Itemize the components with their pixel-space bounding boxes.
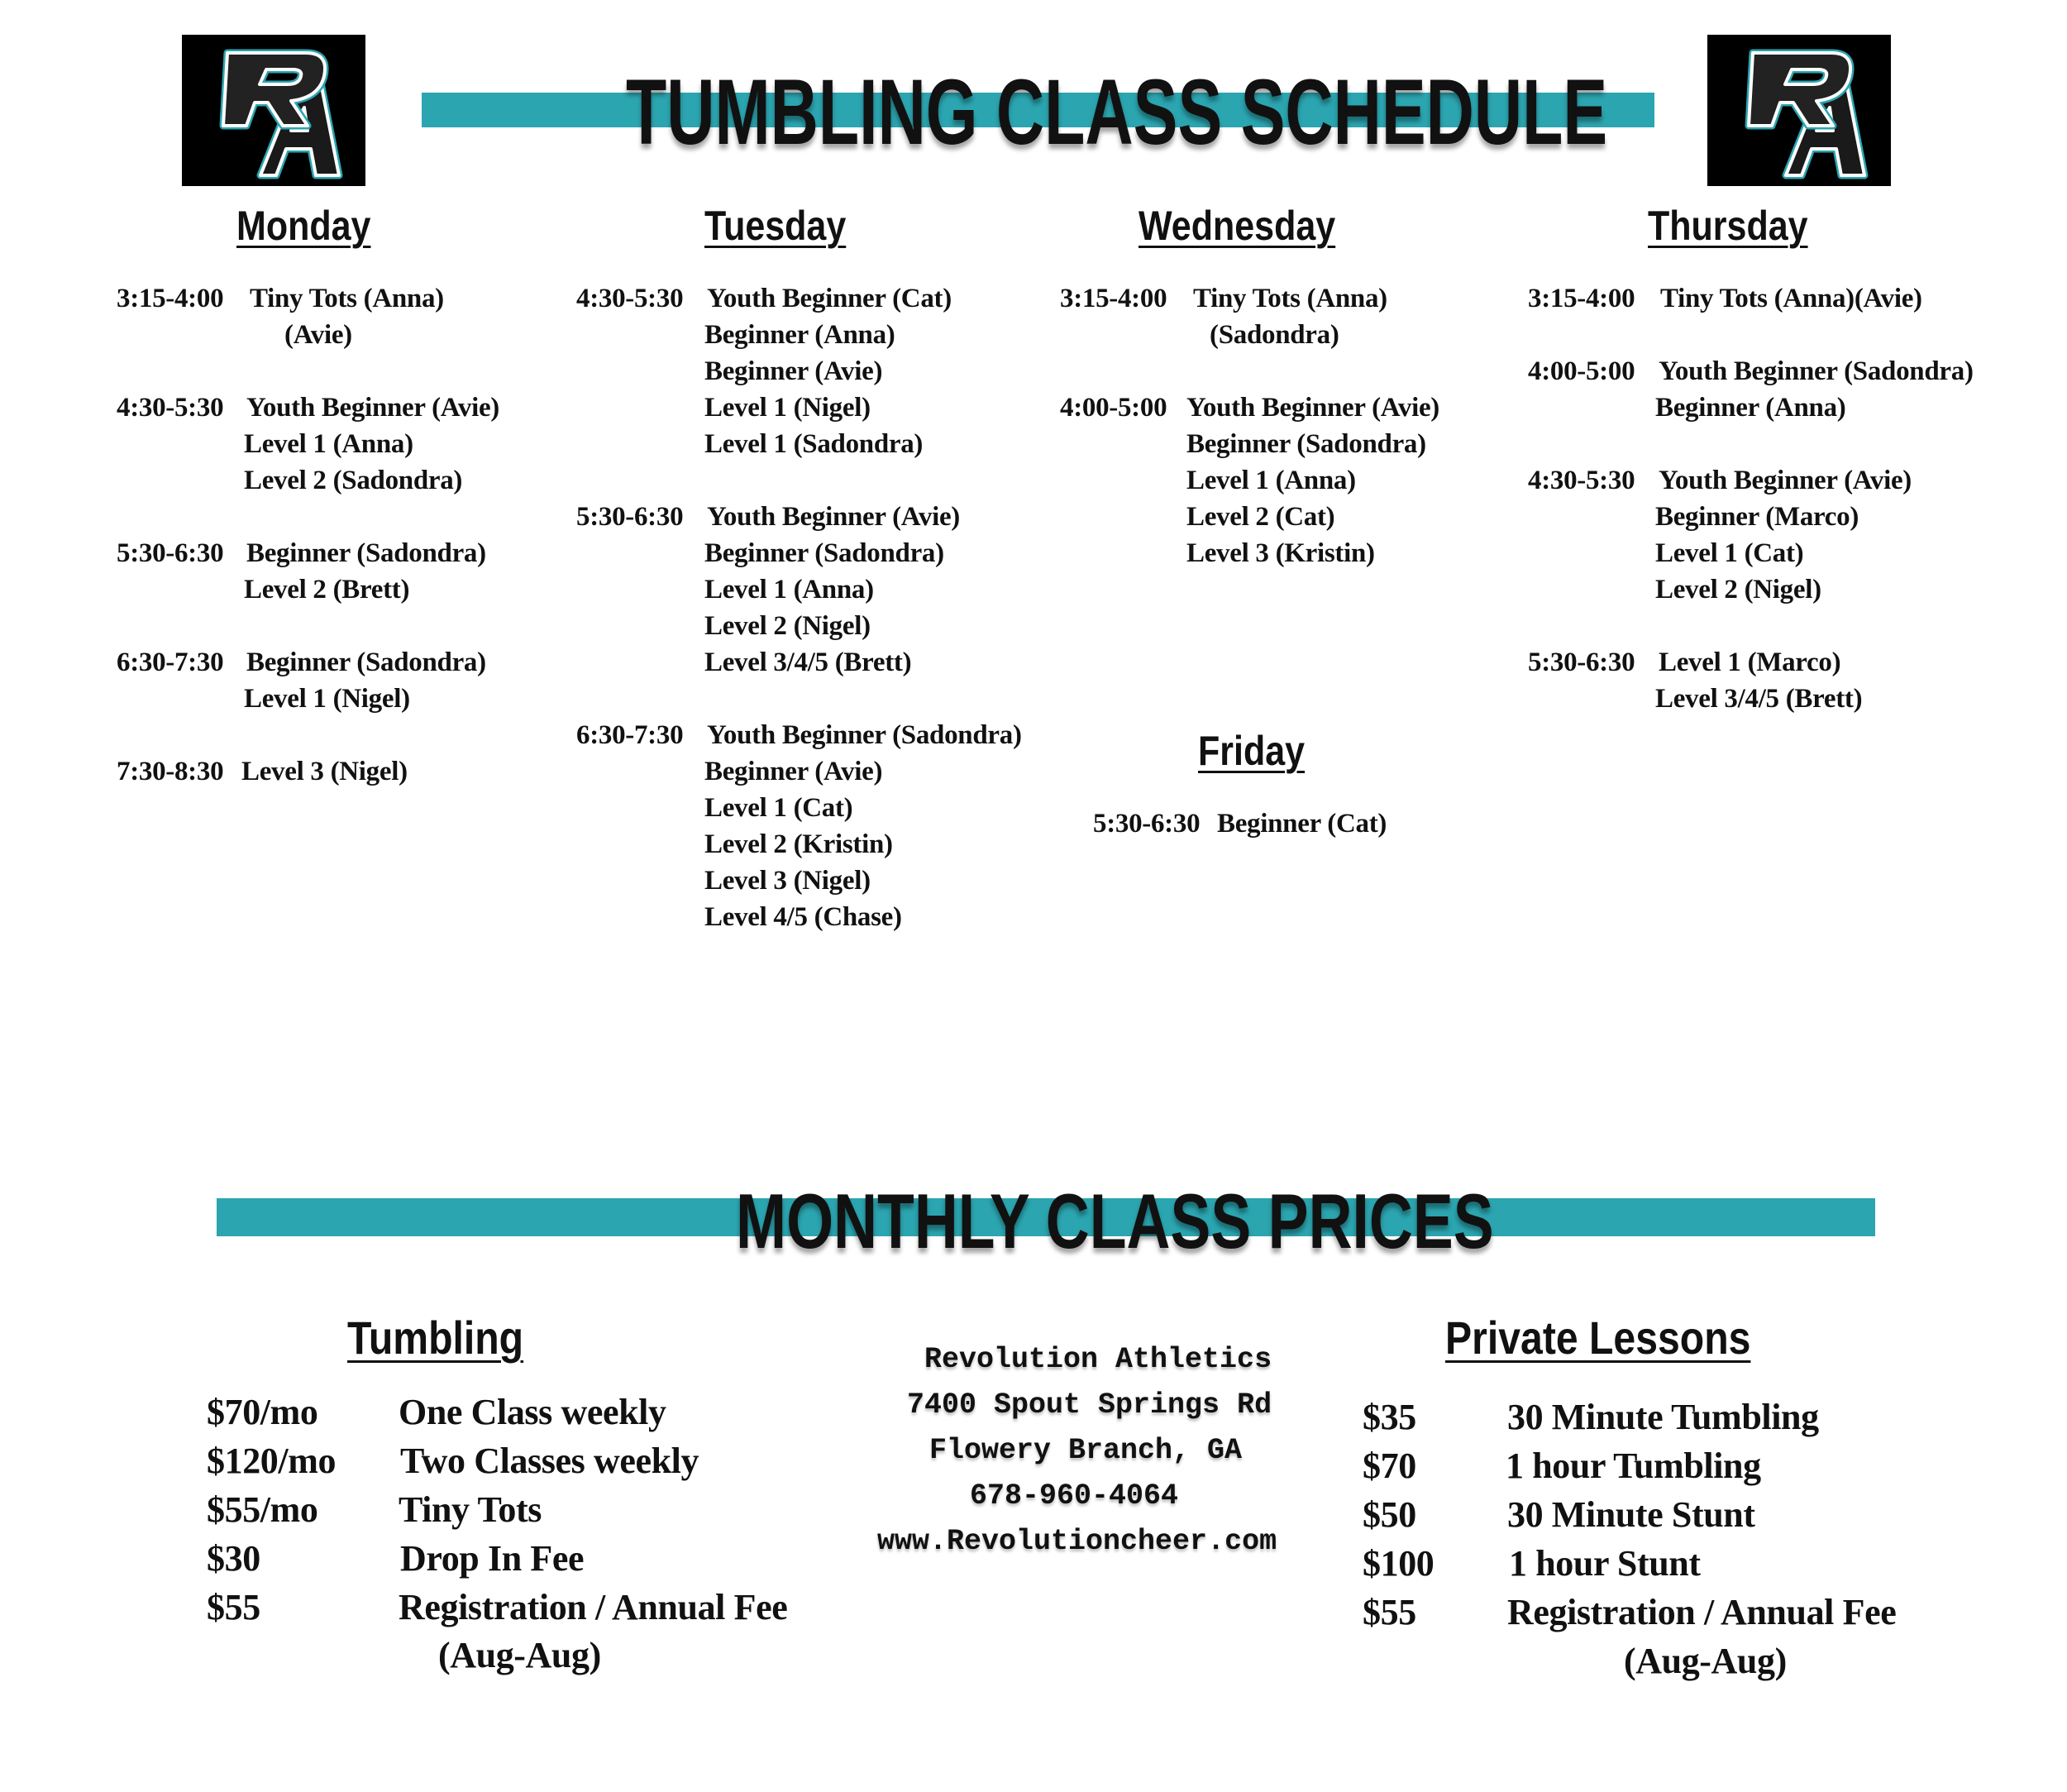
class-entry: Level 2 (Nigel) — [1655, 575, 1821, 605]
price-desc: 1 hour Stunt — [1509, 1543, 1701, 1584]
price-desc: 1 hour Tumbling — [1506, 1446, 1761, 1486]
price-note: (Aug-Aug) — [1624, 1641, 1787, 1681]
class-entry: Beginner (Cat) — [1217, 809, 1387, 839]
class-entry: Youth Beginner (Avie) — [707, 502, 960, 532]
class-entry: (Sadondra) — [1210, 320, 1339, 350]
class-entry: Beginner (Avie) — [704, 757, 883, 786]
class-entry: Level 1 (Anna) — [704, 575, 874, 605]
time-slot: 5:30-6:30 — [1093, 809, 1201, 839]
price-desc: One Class weekly — [399, 1392, 666, 1432]
class-entry: Level 3 (Kristin) — [1186, 538, 1375, 568]
class-entry: Level 1 (Cat) — [1655, 538, 1804, 568]
time-slot: 3:15-4:00 — [1528, 284, 1635, 313]
time-slot: 7:30-8:30 — [117, 757, 224, 786]
price: $55 — [207, 1587, 260, 1627]
day-heading-monday: Monday — [236, 203, 371, 249]
contact-website: www.Revolutioncheer.com — [877, 1525, 1277, 1558]
class-entry: Level 2 (Nigel) — [704, 611, 871, 641]
class-entry: Level 3/4/5 (Brett) — [704, 648, 912, 677]
time-slot: 4:30-5:30 — [117, 393, 224, 423]
time-slot: 4:00-5:00 — [1528, 356, 1635, 386]
class-entry: Beginner (Avie) — [704, 356, 883, 386]
time-slot: 5:30-6:30 — [1528, 648, 1635, 677]
price-desc: 30 Minute Stunt — [1507, 1494, 1755, 1535]
class-entry: Beginner (Marco) — [1655, 502, 1859, 532]
class-entry: Level 1 (Nigel) — [244, 684, 410, 714]
price: $70/mo — [207, 1392, 318, 1432]
class-entry: Beginner (Anna) — [1655, 393, 1846, 423]
price: $55 — [1363, 1592, 1416, 1632]
class-entry: Level 2 (Sadondra) — [244, 466, 463, 495]
class-entry: (Avie) — [284, 320, 352, 350]
class-entry: Youth Beginner (Sadondra) — [707, 720, 1022, 750]
price-note: (Aug-Aug) — [438, 1635, 601, 1675]
class-entry: Level 2 (Brett) — [244, 575, 410, 605]
class-entry: Beginner (Sadondra) — [1186, 429, 1426, 459]
time-slot: 4:30-5:30 — [576, 284, 684, 313]
class-entry: Level 2 (Cat) — [1186, 502, 1335, 532]
ra-logo-icon — [182, 35, 365, 186]
class-entry: Level 4/5 (Chase) — [704, 902, 902, 932]
class-entry: Level 1 (Nigel) — [704, 393, 871, 423]
time-slot: 4:30-5:30 — [1528, 466, 1635, 495]
class-entry: Beginner (Anna) — [704, 320, 895, 350]
class-entry: Tiny Tots (Anna) — [250, 284, 444, 313]
class-entry: Youth Beginner (Avie) — [1659, 466, 1912, 495]
price-desc: 30 Minute Tumbling — [1507, 1397, 1819, 1437]
time-slot: 6:30-7:30 — [117, 648, 224, 677]
class-entry: Tiny Tots (Anna)(Avie) — [1660, 284, 1922, 313]
time-slot: 5:30-6:30 — [117, 538, 224, 568]
ra-logo-icon — [1707, 35, 1891, 186]
class-entry: Beginner (Sadondra) — [246, 648, 486, 677]
class-entry: Youth Beginner (Cat) — [707, 284, 952, 313]
price: $70 — [1363, 1446, 1416, 1486]
price: $30 — [207, 1538, 260, 1579]
class-entry: Tiny Tots (Anna) — [1193, 284, 1387, 313]
price-desc: Registration / Annual Fee — [399, 1587, 788, 1627]
price: $100 — [1363, 1543, 1434, 1584]
class-entry: Level 2 (Kristin) — [704, 829, 893, 859]
class-entry: Level 1 (Anna) — [244, 429, 413, 459]
time-slot: 3:15-4:00 — [117, 284, 224, 313]
price: $120/mo — [207, 1441, 337, 1481]
price: $55/mo — [207, 1489, 318, 1530]
day-heading-tuesday: Tuesday — [704, 203, 847, 249]
prices-title: MONTHLY CLASS PRICES — [736, 1178, 1494, 1264]
class-entry: Level 1 (Anna) — [1186, 466, 1356, 495]
contact-name: Revolution Athletics — [924, 1343, 1272, 1376]
contact-street: 7400 Spout Springs Rd — [907, 1388, 1272, 1422]
class-entry: Youth Beginner (Avie) — [1186, 393, 1439, 423]
class-entry: Beginner (Sadondra) — [246, 538, 486, 568]
price-desc: Registration / Annual Fee — [1507, 1592, 1897, 1632]
class-entry: Youth Beginner (Avie) — [246, 393, 499, 423]
day-heading-thursday: Thursday — [1648, 203, 1808, 249]
price: $35 — [1363, 1397, 1416, 1437]
class-entry: Youth Beginner (Sadondra) — [1659, 356, 1974, 386]
class-entry: Level 1 (Marco) — [1659, 648, 1841, 677]
price: $50 — [1363, 1494, 1416, 1535]
class-entry: Level 1 (Sadondra) — [704, 429, 924, 459]
time-slot: 3:15-4:00 — [1060, 284, 1167, 313]
tumbling-heading: Tumbling — [347, 1312, 524, 1364]
class-entry: Level 1 (Cat) — [704, 793, 853, 823]
day-heading-wednesday: Wednesday — [1139, 203, 1336, 249]
price-desc: Tiny Tots — [399, 1489, 542, 1530]
class-entry: Beginner (Sadondra) — [704, 538, 944, 568]
contact-phone: 678-960-4064 — [970, 1479, 1179, 1512]
contact-city: Flowery Branch, GA — [929, 1434, 1243, 1467]
time-slot: 5:30-6:30 — [576, 502, 684, 532]
time-slot: 4:00-5:00 — [1060, 393, 1167, 423]
class-entry: Level 3 (Nigel) — [704, 866, 871, 896]
private-lessons-heading: Private Lessons — [1445, 1312, 1751, 1364]
price-desc: Drop In Fee — [400, 1538, 585, 1579]
class-entry: Level 3 (Nigel) — [241, 757, 408, 786]
day-heading-friday: Friday — [1198, 728, 1306, 774]
schedule-title: TUMBLING CLASS SCHEDULE — [626, 60, 1608, 164]
time-slot: 6:30-7:30 — [576, 720, 684, 750]
class-entry: Level 3/4/5 (Brett) — [1655, 684, 1863, 714]
price-desc: Two Classes weekly — [400, 1441, 699, 1481]
